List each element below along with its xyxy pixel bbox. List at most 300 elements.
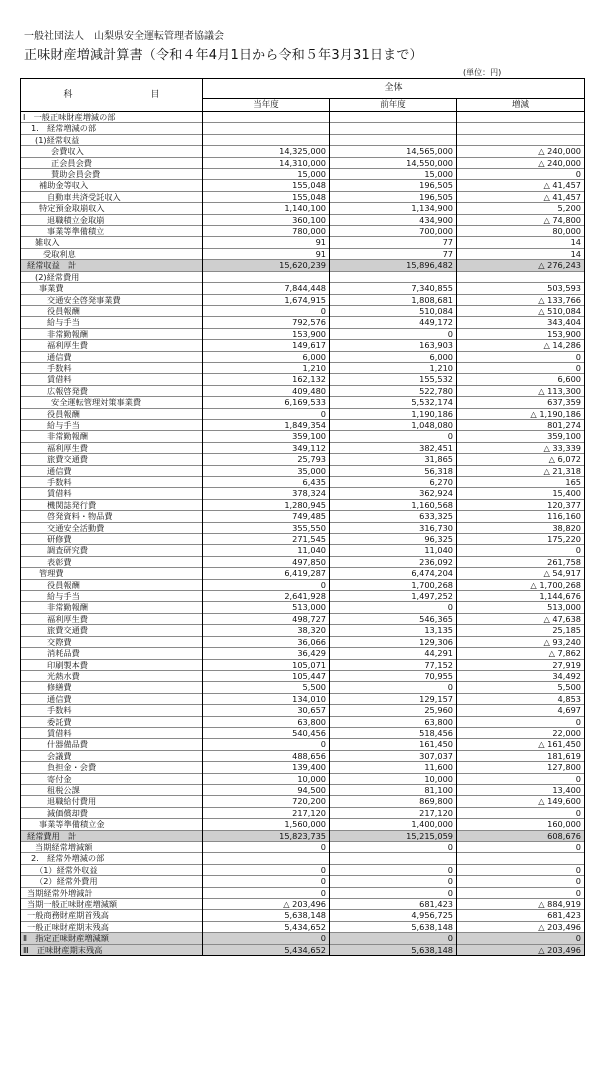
change-value: △ 6,072 [457,454,585,465]
previous-year-value: 161,450 [330,739,457,750]
change-value: 6,600 [457,374,585,385]
change-value [457,134,585,145]
current-year-value: 780,000 [203,226,330,237]
current-year-value: 14,325,000 [203,146,330,157]
change-value: △ 240,000 [457,146,585,157]
change-value: △ 54,917 [457,568,585,579]
row-label: 補助金等収入 [21,180,203,191]
table-row [21,271,585,282]
row-label: Ⅱ 指定正味財産増減額 [21,933,203,944]
change-value: 0 [457,876,585,887]
table-row [21,910,585,921]
previous-year-value: 1,048,080 [330,419,457,430]
change-value: 4,853 [457,693,585,704]
table-row [21,716,585,727]
table-row [21,157,585,168]
previous-year-value [330,123,457,134]
row-label: 一般正味財産期末残高 [21,921,203,932]
row-label: 通信費 [21,351,203,362]
row-label: 役員報酬 [21,305,203,316]
previous-year-value: 0 [330,682,457,693]
table-row [21,670,585,681]
table-row [21,739,585,750]
change-value: 165 [457,477,585,488]
previous-year-value: 0 [330,842,457,853]
previous-year-value [330,134,457,145]
previous-year-value [330,271,457,282]
table-row [21,887,585,898]
statement-rows [21,112,585,956]
change-value: 175,220 [457,534,585,545]
table-row [21,328,585,339]
row-label: 手数料 [21,705,203,716]
table-row [21,545,585,556]
financial-statement-table [20,78,585,956]
row-label: 給与手当 [21,419,203,430]
table-row [21,214,585,225]
row-label: 会費収入 [21,146,203,157]
previous-year-value: 1,190,186 [330,408,457,419]
row-label: 消耗品費 [21,648,203,659]
change-value: 120,377 [457,499,585,510]
table-row [21,750,585,761]
change-value: 116,160 [457,511,585,522]
previous-year-value: 522,780 [330,385,457,396]
row-label: 事業費 [21,283,203,294]
table-row [21,853,585,864]
table-row [21,340,585,351]
row-label: 旅費交通費 [21,454,203,465]
row-label: (2)経常費用 [21,271,203,282]
table-row [21,203,585,214]
row-label: Ⅰ 一般正味財産増減の部 [21,112,203,123]
previous-year-value: 1,134,900 [330,203,457,214]
current-year-value: △ 203,496 [203,899,330,910]
change-value: △ 203,496 [457,944,585,955]
row-label: 賃借料 [21,488,203,499]
table-row [21,807,585,818]
previous-year-value: 15,215,059 [330,830,457,841]
current-year-value: 63,800 [203,716,330,727]
current-year-value: 5,500 [203,682,330,693]
change-value [457,123,585,134]
table-row [21,431,585,442]
table-row [21,294,585,305]
change-value: 22,000 [457,727,585,738]
change-value: 0 [457,362,585,373]
previous-year-value: 0 [330,887,457,898]
change-value: △ 161,450 [457,739,585,750]
current-year-value: 540,456 [203,727,330,738]
table-row [21,191,585,202]
row-label: 広報啓発費 [21,385,203,396]
row-label: 特定預金取崩収入 [21,203,203,214]
current-year-value [203,271,330,282]
previous-year-value: 7,340,855 [330,283,457,294]
change-value: 0 [457,887,585,898]
change-value [457,112,585,123]
previous-year-value: 11,040 [330,545,457,556]
change-value: 4,697 [457,705,585,716]
current-year-value: 360,100 [203,214,330,225]
row-label: 什器備品費 [21,739,203,750]
current-year-value: 134,010 [203,693,330,704]
previous-year-value: 700,000 [330,226,457,237]
previous-year-value: 14,550,000 [330,157,457,168]
table-row [21,385,585,396]
row-label: 福利厚生費 [21,340,203,351]
row-label: Ⅲ 正味財産期末残高 [21,944,203,955]
table-row [21,454,585,465]
change-value: 13,400 [457,784,585,795]
table-row [21,762,585,773]
table-row [21,499,585,510]
change-value: △ 203,496 [457,921,585,932]
previous-year-value: 196,505 [330,180,457,191]
table-row [21,305,585,316]
table-row [21,169,585,180]
table-row [21,842,585,853]
current-year-value: 30,657 [203,705,330,716]
change-value: 608,676 [457,830,585,841]
current-year-value: 6,435 [203,477,330,488]
change-value: 0 [457,807,585,818]
change-value: 25,185 [457,625,585,636]
current-year-value: 0 [203,842,330,853]
row-label: 通信費 [21,465,203,476]
change-value [457,853,585,864]
change-value: △ 276,243 [457,260,585,271]
current-year-value [203,123,330,134]
change-value: 160,000 [457,819,585,830]
row-label: 福利厚生費 [21,442,203,453]
current-year-value: 6,419,287 [203,568,330,579]
row-label: 会議費 [21,750,203,761]
previous-year-value: 96,325 [330,534,457,545]
previous-year-value: 510,084 [330,305,457,316]
header-previous-year: 前年度 [330,99,457,112]
table-row [21,522,585,533]
table-row [21,374,585,385]
previous-year-value: 316,730 [330,522,457,533]
table-row [21,568,585,579]
change-value: 0 [457,864,585,875]
previous-year-value: 681,423 [330,899,457,910]
current-year-value: 15,000 [203,169,330,180]
previous-year-value: 44,291 [330,648,457,659]
change-value: △ 41,457 [457,191,585,202]
row-label: （1）経常外収益 [21,864,203,875]
previous-year-value: 0 [330,431,457,442]
current-year-value: 94,500 [203,784,330,795]
table-row [21,397,585,408]
current-year-value: 217,120 [203,807,330,818]
row-label: 機関誌発行費 [21,499,203,510]
row-label: 非常勤報酬 [21,328,203,339]
change-value: △ 7,862 [457,648,585,659]
current-year-value: 11,040 [203,545,330,556]
table-row [21,944,585,955]
previous-year-value: 0 [330,933,457,944]
current-year-value: 0 [203,876,330,887]
current-year-value: 5,638,148 [203,910,330,921]
table-row [21,465,585,476]
row-label: 寄付金 [21,773,203,784]
row-label: 2. 経常外増減の部 [21,853,203,864]
row-label: 福利厚生費 [21,613,203,624]
previous-year-value: 4,956,725 [330,910,457,921]
current-year-value: 6,169,533 [203,397,330,408]
previous-year-value: 518,456 [330,727,457,738]
row-label: 一般商務財産期首残高 [21,910,203,921]
current-year-value: 149,617 [203,340,330,351]
change-value: 0 [457,933,585,944]
current-year-value: 91 [203,237,330,248]
current-year-value [203,134,330,145]
row-label: 印刷製本費 [21,659,203,670]
current-year-value [203,853,330,864]
previous-year-value: 25,960 [330,705,457,716]
row-label: 交際費 [21,636,203,647]
current-year-value: 10,000 [203,773,330,784]
current-year-value: 792,576 [203,317,330,328]
change-value: △ 133,766 [457,294,585,305]
change-value: 5,200 [457,203,585,214]
current-year-value: 488,656 [203,750,330,761]
table-row [21,237,585,248]
row-label: 事業等準備積立金 [21,819,203,830]
current-year-value: 5,434,652 [203,944,330,955]
previous-year-value [330,853,457,864]
row-label: 退職給付費用 [21,796,203,807]
header-change: 増減 [457,99,585,112]
table-row [21,442,585,453]
row-label: 役員報酬 [21,408,203,419]
current-year-value: 271,545 [203,534,330,545]
previous-year-value: 1,808,681 [330,294,457,305]
change-value: △ 93,240 [457,636,585,647]
current-year-value: 25,793 [203,454,330,465]
current-year-value: 497,850 [203,556,330,567]
row-label: 賛助会員会費 [21,169,203,180]
previous-year-value: 0 [330,864,457,875]
table-row [21,819,585,830]
previous-year-value: 546,365 [330,613,457,624]
current-year-value [203,112,330,123]
previous-year-value: 217,120 [330,807,457,818]
previous-year-value [330,112,457,123]
change-value: 14 [457,237,585,248]
current-year-value: 749,485 [203,511,330,522]
change-value [457,271,585,282]
row-label: 手数料 [21,477,203,488]
row-label: (1)経常収益 [21,134,203,145]
table-row [21,602,585,613]
table-row [21,112,585,123]
current-year-value: 155,048 [203,191,330,202]
table-row [21,511,585,522]
table-row [21,613,585,624]
current-year-value: 0 [203,739,330,750]
previous-year-value: 77 [330,248,457,259]
previous-year-value: 1,400,000 [330,819,457,830]
change-value: 343,404 [457,317,585,328]
row-label: 退職積立金取崩 [21,214,203,225]
change-value: △ 113,300 [457,385,585,396]
current-year-value: 153,900 [203,328,330,339]
current-year-value: 1,849,354 [203,419,330,430]
previous-year-value: 449,172 [330,317,457,328]
change-value: △ 1,700,268 [457,579,585,590]
previous-year-value: 5,638,148 [330,921,457,932]
previous-year-value: 63,800 [330,716,457,727]
current-year-value: 0 [203,933,330,944]
row-label: 事業等準備積立 [21,226,203,237]
table-row [21,876,585,887]
current-year-value: 1,280,945 [203,499,330,510]
current-year-value: 0 [203,579,330,590]
table-row [21,123,585,134]
change-value: 5,500 [457,682,585,693]
current-year-value: 0 [203,408,330,419]
table-row [21,727,585,738]
current-year-value: 15,620,239 [203,260,330,271]
change-value: 801,274 [457,419,585,430]
current-year-value: 36,429 [203,648,330,659]
change-value: △ 510,084 [457,305,585,316]
change-value: 14 [457,248,585,259]
table-row [21,648,585,659]
current-year-value: 38,320 [203,625,330,636]
row-label: 租税公課 [21,784,203,795]
current-year-value: 513,000 [203,602,330,613]
current-year-value: 35,000 [203,465,330,476]
previous-year-value: 77 [330,237,457,248]
row-label: 賃借料 [21,727,203,738]
change-value: 0 [457,842,585,853]
row-label: 交通安全活動費 [21,522,203,533]
account-column-header [21,79,203,112]
table-row [21,773,585,784]
row-label: 交通安全啓発事業費 [21,294,203,305]
current-year-value: 91 [203,248,330,259]
row-label: 調査研究費 [21,545,203,556]
change-value: 38,820 [457,522,585,533]
row-label: 給与手当 [21,317,203,328]
row-label: 自動車共済受託収入 [21,191,203,202]
current-year-value: 7,844,448 [203,283,330,294]
row-label: 非常勤報酬 [21,431,203,442]
table-row [21,705,585,716]
change-value: 15,400 [457,488,585,499]
current-year-value: 0 [203,305,330,316]
previous-year-value: 129,157 [330,693,457,704]
current-year-value: 2,641,928 [203,591,330,602]
previous-year-value: 0 [330,602,457,613]
current-year-value: 355,550 [203,522,330,533]
row-label: 当期経常増減額 [21,842,203,853]
change-value: △ 1,190,186 [457,408,585,419]
previous-year-value: 196,505 [330,191,457,202]
current-year-value: 36,066 [203,636,330,647]
previous-year-value: 5,532,174 [330,397,457,408]
table-row [21,488,585,499]
change-value: △ 47,638 [457,613,585,624]
previous-year-value: 13,135 [330,625,457,636]
previous-year-value: 6,474,204 [330,568,457,579]
row-label: 正会員会費 [21,157,203,168]
table-row [21,921,585,932]
table-row [21,591,585,602]
change-value: △ 74,800 [457,214,585,225]
previous-year-value: 434,900 [330,214,457,225]
unit-note: (単位：円) [463,68,502,77]
previous-year-value: 1,210 [330,362,457,373]
table-row [21,636,585,647]
row-label: 管理費 [21,568,203,579]
row-label: 雑収入 [21,237,203,248]
previous-year-value: 1,160,568 [330,499,457,510]
table-row [21,784,585,795]
previous-year-value: 236,092 [330,556,457,567]
table-row [21,625,585,636]
table-row [21,180,585,191]
current-year-value: 0 [203,864,330,875]
change-value: 27,919 [457,659,585,670]
row-label: 修繕費 [21,682,203,693]
current-year-value: 349,112 [203,442,330,453]
change-value: 80,000 [457,226,585,237]
change-value: △ 884,919 [457,899,585,910]
row-label: 当期一般正味財産増減額 [21,899,203,910]
previous-year-value: 0 [330,876,457,887]
change-value: 127,800 [457,762,585,773]
current-year-value: 1,560,000 [203,819,330,830]
table-row [21,351,585,362]
previous-year-value: 382,451 [330,442,457,453]
change-value: △ 41,457 [457,180,585,191]
current-year-value: 105,071 [203,659,330,670]
row-label: 給与手当 [21,591,203,602]
previous-year-value: 10,000 [330,773,457,784]
current-year-value: 6,000 [203,351,330,362]
previous-year-value: 633,325 [330,511,457,522]
table-row [21,317,585,328]
table-row [21,362,585,373]
row-label: 委託費 [21,716,203,727]
row-label: 経常収益 計 [21,260,203,271]
current-year-value: 139,400 [203,762,330,773]
change-value: △ 33,339 [457,442,585,453]
current-year-value: 0 [203,887,330,898]
row-label: 表彰費 [21,556,203,567]
previous-year-value: 6,000 [330,351,457,362]
row-label: 役員報酬 [21,579,203,590]
current-year-value: 409,480 [203,385,330,396]
group-header-total: 全体 [203,79,585,99]
change-value: △ 14,286 [457,340,585,351]
previous-year-value: 14,565,000 [330,146,457,157]
row-label: 研修費 [21,534,203,545]
current-year-value: 498,727 [203,613,330,624]
table-row [21,830,585,841]
row-label: 当期経常外増減計 [21,887,203,898]
previous-year-value: 77,152 [330,659,457,670]
table-row [21,933,585,944]
change-value: △ 21,318 [457,465,585,476]
table-row [21,693,585,704]
previous-year-value: 15,000 [330,169,457,180]
